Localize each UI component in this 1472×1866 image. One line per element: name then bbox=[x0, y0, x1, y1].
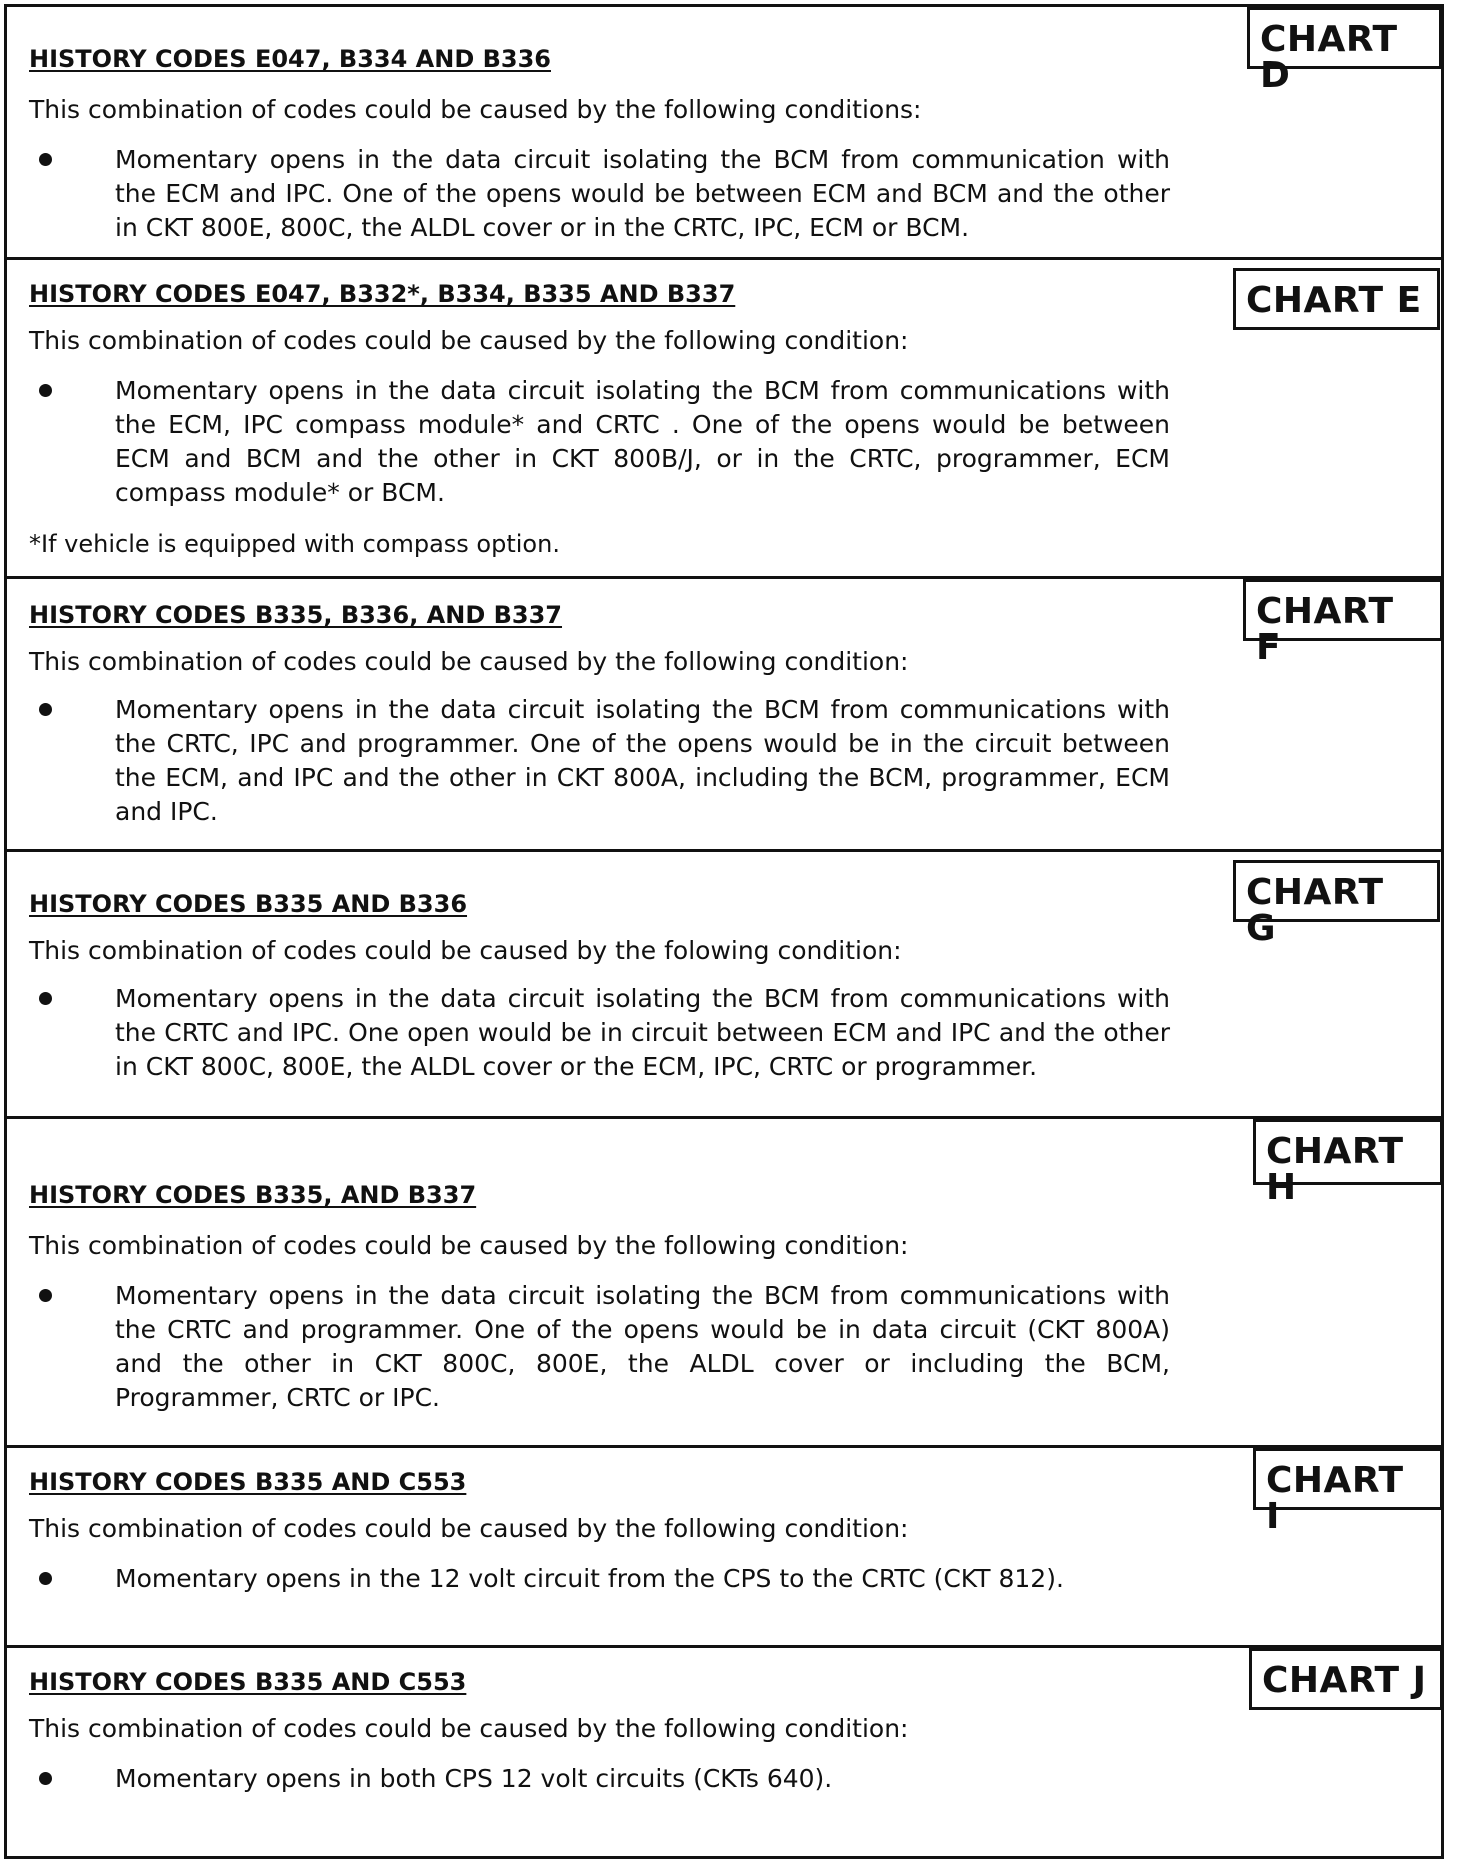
bullet-item bbox=[29, 693, 1169, 829]
section-intro: This combination of codes could be caused by the following condition: bbox=[29, 1514, 909, 1543]
chart-d-label: CHART D bbox=[1247, 7, 1442, 69]
bullet-item bbox=[29, 982, 1169, 1084]
bullet-text: Momentary opens in both CPS 12 volt circuits (CKTs 640). bbox=[115, 1764, 833, 1793]
section-heading: HISTORY CODES B335, B336, AND B337 bbox=[29, 601, 563, 629]
chart-g-section bbox=[4, 849, 1444, 1119]
section-intro: This combination of codes could be caused by the folowing condition: bbox=[29, 936, 902, 965]
bullet-icon bbox=[39, 992, 52, 1005]
chart-f-section bbox=[4, 576, 1444, 852]
section-intro: This combination of codes could be caused by the following conditions: bbox=[29, 95, 922, 124]
section-heading: HISTORY CODES B335, AND B337 bbox=[29, 1181, 477, 1209]
bullet-text: Momentary opens in the data circuit isolating the BCM from communications with the CRTC, IPC and programmer. One of the opens would be in the circuit between the ECM, and IPC and the other in CKT 800A, including the BCM, programmer, ECM and IPC. bbox=[115, 695, 1170, 826]
section-intro: This combination of codes could be caused by the following condition: bbox=[29, 1231, 909, 1260]
bullet-text: Momentary opens in the data circuit isolating the BCM from communications with the ECM, IPC compass module* and CRTC . One of the opens would be between ECM and BCM and the other in CKT 800B/J, or in the CRTC, programmer, ECM compass module* or BCM. bbox=[115, 376, 1170, 507]
bullet-icon bbox=[39, 1572, 52, 1585]
chart-d-section bbox=[4, 4, 1444, 260]
bullet-text: Momentary opens in the 12 volt circuit from the CPS to the CRTC (CKT 812). bbox=[115, 1564, 1064, 1593]
bullet-icon bbox=[39, 1289, 52, 1302]
bullet-item bbox=[29, 1762, 1169, 1796]
bullet-text: Momentary opens in the data circuit isolating the BCM from communication with the ECM and IPC. One of the opens would be between ECM and BCM and the other in CKT 800E, 800C, the ALDL cover or in the CRTC, IPC, ECM or BCM. bbox=[115, 145, 1170, 242]
chart-e-label: CHART E bbox=[1233, 268, 1440, 330]
bullet-text: Momentary opens in the data circuit isolating the BCM from communications with the CRTC and IPC. One open would be in circuit between ECM and IPC and the other in CKT 800C, 800E, the ALDL cover or the ECM, IPC, CRTC or programmer. bbox=[115, 984, 1170, 1081]
chart-i-label: CHART I bbox=[1253, 1448, 1443, 1510]
chart-g-label: CHART G bbox=[1233, 860, 1440, 922]
chart-j-section bbox=[4, 1645, 1444, 1859]
section-intro: This combination of codes could be caused by the following condition: bbox=[29, 647, 909, 676]
bullet-item bbox=[29, 1279, 1169, 1415]
bullet-icon bbox=[39, 703, 52, 716]
section-heading: HISTORY CODES B335 AND B336 bbox=[29, 890, 468, 918]
chart-e-section bbox=[4, 257, 1444, 579]
footnote: *If vehicle is equipped with compass option. bbox=[29, 530, 560, 558]
chart-i-section bbox=[4, 1445, 1444, 1648]
bullet-icon bbox=[39, 153, 52, 166]
section-heading: HISTORY CODES B335 AND C553 bbox=[29, 1668, 467, 1696]
bullet-item bbox=[29, 143, 1169, 245]
document-page bbox=[4, 4, 1444, 1859]
bullet-icon bbox=[39, 384, 52, 397]
bullet-item bbox=[29, 1562, 1169, 1596]
chart-h-section bbox=[4, 1116, 1444, 1448]
bullet-text: Momentary opens in the data circuit isolating the BCM from communications with the CRTC and programmer. One of the opens would be in data circuit (CKT 800A) and the other in CKT 800C, 800E, the ALDL cover or including the BCM, Programmer, CRTC or IPC. bbox=[115, 1281, 1170, 1412]
bullet-item bbox=[29, 374, 1169, 510]
section-intro: This combination of codes could be caused by the following condition: bbox=[29, 1714, 909, 1743]
section-heading: HISTORY CODES E047, B332*, B334, B335 AND B337 bbox=[29, 280, 736, 308]
section-intro: This combination of codes could be caused by the following condition: bbox=[29, 326, 909, 355]
section-heading: HISTORY CODES E047, B334 AND B336 bbox=[29, 45, 551, 73]
bullet-icon bbox=[39, 1772, 52, 1785]
chart-h-label: CHART H bbox=[1253, 1119, 1443, 1185]
chart-f-label: CHART F bbox=[1243, 579, 1443, 641]
section-heading: HISTORY CODES B335 AND C553 bbox=[29, 1468, 467, 1496]
chart-j-label: CHART J bbox=[1249, 1648, 1443, 1710]
